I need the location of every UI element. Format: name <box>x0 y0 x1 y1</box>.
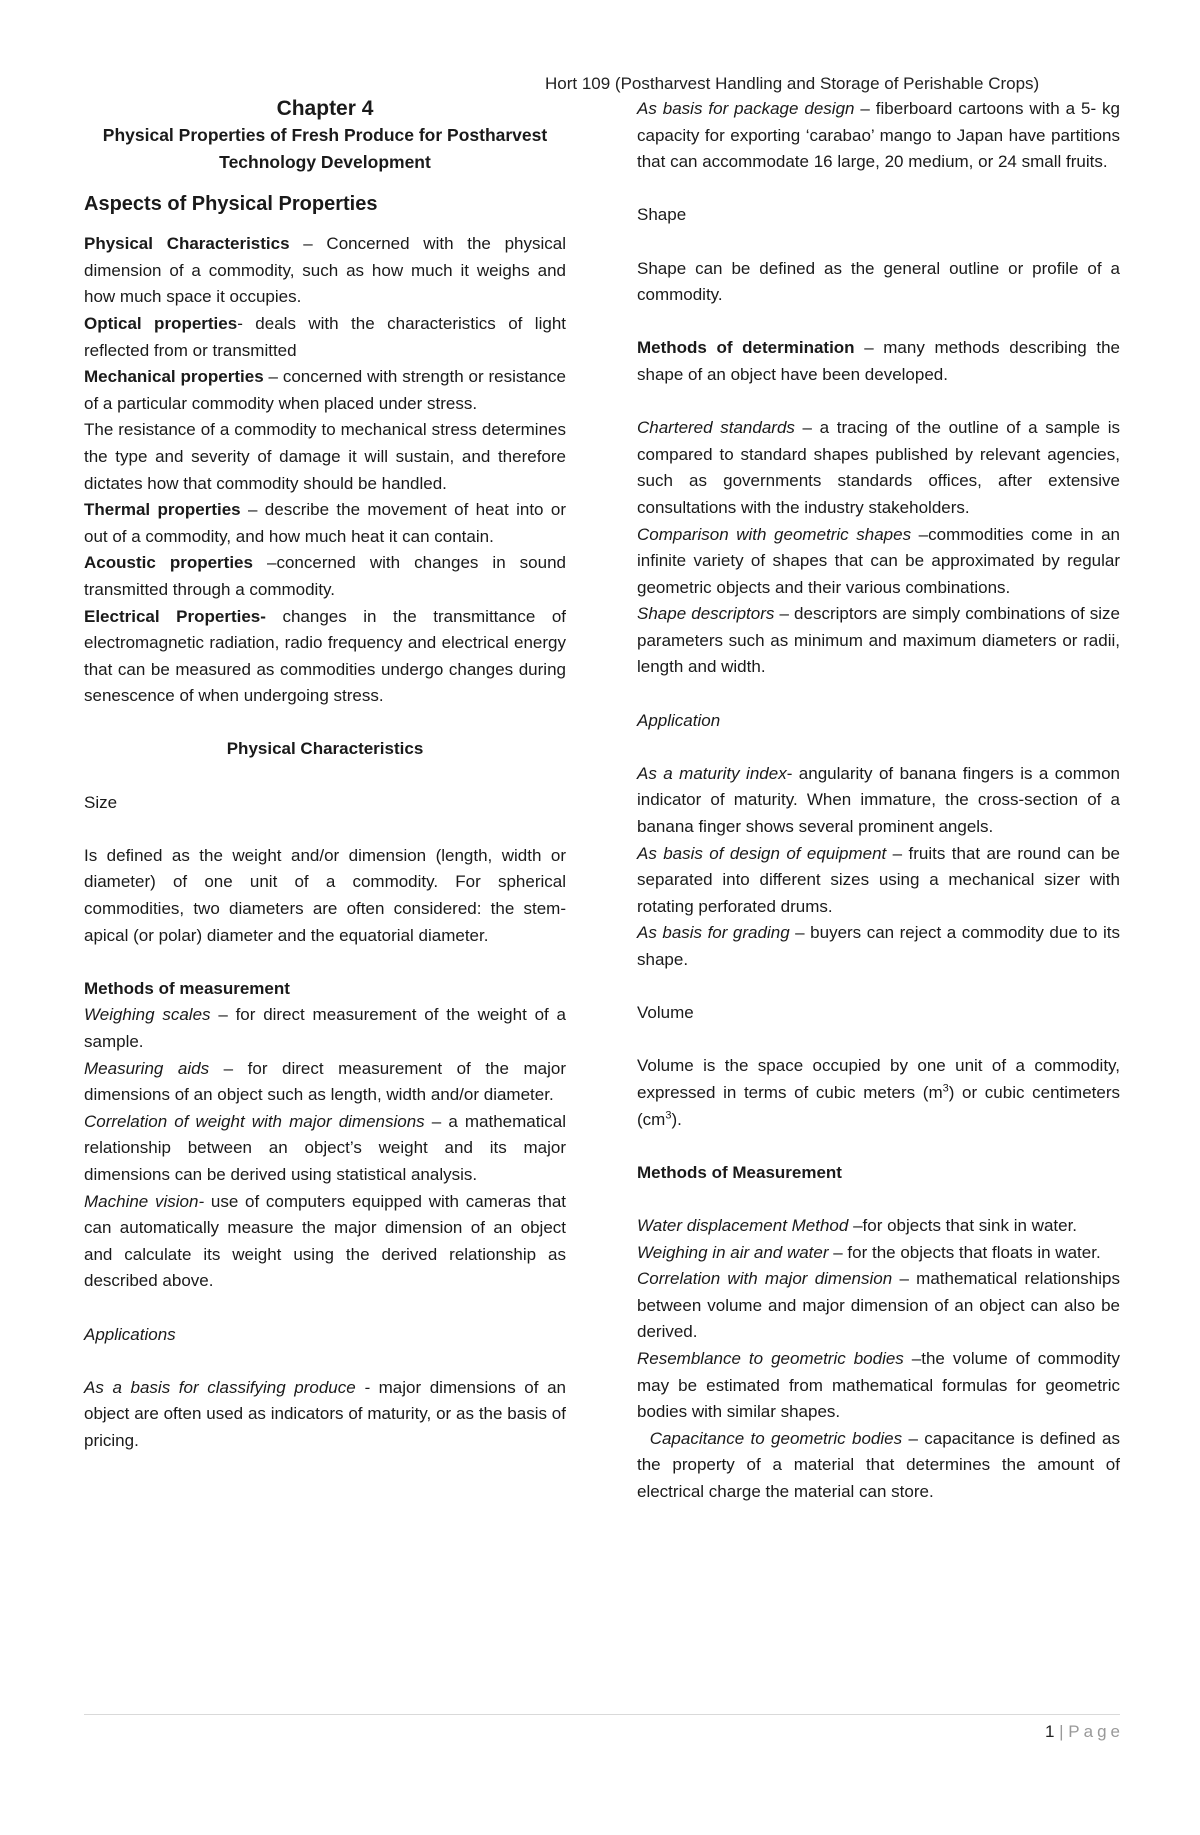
term: Resemblance to geometric bodies <box>637 1348 904 1368</box>
term: Mechanical properties <box>84 367 264 387</box>
term: Electrical Properties- <box>84 606 266 626</box>
aspects-heading: Aspects of Physical Properties <box>84 193 378 216</box>
shape-method-item <box>637 522 1120 602</box>
shape-label: Shape <box>637 205 687 225</box>
definition-text: – describe the movement of heat into or out of a commodity, and how much heat it can contain. <box>84 500 566 546</box>
right-column <box>637 96 1120 1505</box>
volume-label: Volume <box>637 1003 694 1023</box>
volume-text-end: ). <box>671 1109 682 1129</box>
volume-methods-heading: Methods of Measurement <box>637 1162 842 1182</box>
volume-method-item <box>637 1346 1120 1426</box>
term: Measuring aids <box>84 1058 210 1078</box>
footer-separator: | <box>1059 1722 1064 1741</box>
package-design-item <box>637 96 1120 176</box>
item-text: – descriptors are simply combinations of size parameters such as minimum and maximum diameters or radii, length and width. <box>637 604 1120 677</box>
term: As a basis for classifying produce - <box>84 1377 370 1397</box>
item-text: – fiberboard cartoons with a 5- kg capacity for exporting ‘carabao’ mango to Japan have partitions that can accommodate 16 large, 20 medium, or 24 small fruits. <box>637 99 1121 172</box>
definition-physical <box>84 231 566 311</box>
running-header: Hort 109 (Postharvest Handling and Storage of Perishable Crops) <box>545 74 1040 93</box>
term: Water displacement Method <box>637 1215 849 1235</box>
item-text: – capacitance is defined as the property of a material that determines the amount of electrical charge the material can store. <box>637 1428 1120 1501</box>
footer-divider <box>84 1714 1120 1715</box>
item-text: - angularity of banana fingers is a common indicator of maturity. When immature, the cross-section of a banana finger shows several prominent angels. <box>637 763 1120 837</box>
item-text: – a tracing of the outline of a sample is compared to standard shapes published by relevant agencies, such as governments standards offices, after extensive consultations with the industry stakeholders. <box>637 418 1120 517</box>
volume-method-item <box>637 1240 1120 1267</box>
item-text: – mathematical relationships between volume and major dimension of an object can also be derived. <box>637 1269 1120 1342</box>
item-text: –the volume of commodity may be estimated from mathematical formulas for geometric bodies with similar shapes. <box>637 1348 1120 1422</box>
resistance-paragraph: The resistance of a commodity to mechanical stress determines the type and severity of damage it will sustain, and therefore dictates how that commodity should be handled. <box>84 420 566 493</box>
methods-heading: Methods of measurement <box>84 978 290 998</box>
method-text: – a mathematical relationship between an object’s weight and its major dimensions can be derived using statistical analysis. <box>84 1111 566 1184</box>
term: Chartered standards <box>637 418 795 438</box>
applications-label: Applications <box>84 1324 176 1344</box>
definition-optical <box>84 311 566 364</box>
chapter-subtitle-line2: Technology Development <box>219 151 431 172</box>
item-text: –for objects that sink in water. <box>848 1215 1078 1235</box>
shape-app-item <box>637 920 1120 973</box>
term: As basis for grading <box>637 923 790 943</box>
definition-acoustic <box>84 550 566 603</box>
volume-method-item <box>637 1213 1120 1240</box>
definition-text: changes in the transmittance of electromagnetic radiation, radio frequency and electrical energy that can be measured as commodities undergo changes during senescence of when undergoing stress. <box>84 606 566 706</box>
method-item <box>84 1002 566 1055</box>
term: Physical Characteristics <box>84 234 290 254</box>
application-text: major dimensions of an object are often used as indicators of maturity, or as the basis of pricing. <box>84 1377 566 1450</box>
page-label: Page <box>1068 1722 1124 1741</box>
term: Machine vision- <box>84 1191 205 1211</box>
definition-text: – concerned with strength or resistance of a particular commodity when placed under stress. <box>84 367 566 413</box>
term: Thermal properties <box>84 500 241 520</box>
term: Correlation of weight with major dimensions <box>84 1111 425 1131</box>
item-text: – buyers can reject a commodity due to its shape. <box>637 923 1121 969</box>
left-column <box>84 96 566 1455</box>
size-label: Size <box>84 792 118 812</box>
shape-app-item <box>637 761 1120 841</box>
page-number: 1 <box>1044 1722 1055 1741</box>
term: Correlation with major dimension <box>637 1269 893 1289</box>
application-item <box>84 1375 566 1455</box>
method-text: use of computers equipped with cameras that can automatically measure the major dimension of an object and calculate its weight using the derived relationship as described above. <box>84 1191 566 1291</box>
shape-app-item <box>637 841 1120 921</box>
definition-thermal <box>84 497 566 550</box>
term: Shape descriptors <box>637 604 775 624</box>
term: As basis of design of equipment <box>637 843 887 863</box>
page-footer <box>900 1722 1124 1742</box>
method-item <box>84 1109 566 1189</box>
size-paragraph: Is defined as the weight and/or dimension (length, width or diameter) of one unit of a commodity. For spherical commodities, two diameters are often considered: the stem-apical (or polar) diameter and the equatorial diameter. <box>84 845 566 945</box>
term: Optical properties <box>84 313 238 333</box>
volume-method-item <box>637 1426 1120 1506</box>
term: As basis for package design <box>637 99 855 118</box>
methods-determination <box>637 335 1120 388</box>
shape-method-item <box>637 415 1120 521</box>
superscript: 3 <box>942 1082 949 1095</box>
term: Capacitance to geometric bodies <box>649 1428 903 1448</box>
term: Methods of determination <box>637 338 855 358</box>
chapter-title: Chapter 4 <box>276 97 374 120</box>
superscript: 3 <box>665 1108 672 1121</box>
physical-characteristics-heading: Physical Characteristics <box>226 739 424 759</box>
definition-mechanical <box>84 364 566 417</box>
method-text: – for direct measurement of the weight of a sample. <box>84 1005 566 1051</box>
item-text: – for the objects that floats in water. <box>828 1242 1101 1262</box>
method-item <box>84 1189 566 1295</box>
definition-text: – Concerned with the physical dimension of a commodity, such as how much it weighs and how much space it occupies. <box>84 234 566 307</box>
application-label: Application <box>637 710 721 730</box>
method-text: – for direct measurement of the major dimensions of an object such as length, width and/or diameter. <box>84 1058 567 1105</box>
definition-text: –concerned with changes in sound transmitted through a commodity. <box>84 553 567 599</box>
item-text: –commodities come in an infinite variety of shapes that can be approximated by regular geometric objects and their various combinations. <box>637 524 1120 597</box>
term: Weighing scales <box>84 1005 211 1025</box>
volume-method-item <box>637 1266 1120 1346</box>
shape-paragraph: Shape can be defined as the general outline or profile of a commodity. <box>637 258 1120 305</box>
chapter-subtitle-line1: Physical Properties of Fresh Produce for Postharvest <box>102 125 548 145</box>
volume-text-pre: Volume is the space occupied by one unit of a commodity, expressed in terms of cubic meters (m <box>637 1056 1120 1102</box>
volume-paragraph <box>637 1053 1120 1133</box>
item-text: – many methods describing the shape of an object have been developed. <box>637 338 1121 384</box>
term: Weighing in air and water <box>637 1242 829 1262</box>
definition-text: - deals with the characteristics of light reflected from or transmitted <box>84 313 566 360</box>
method-item <box>84 1056 566 1109</box>
item-text: – fruits that are round can be separated into different sizes using a mechanical sizer with rotating perforated drums. <box>637 843 1120 916</box>
volume-text-mid: ) or cubic centimeters (cm <box>637 1082 1120 1129</box>
term: Comparison with geometric shapes <box>637 524 912 544</box>
shape-method-item <box>637 601 1120 681</box>
definition-electrical <box>84 604 566 710</box>
term: Acoustic properties <box>84 553 253 573</box>
term: As a maturity index <box>637 763 787 783</box>
